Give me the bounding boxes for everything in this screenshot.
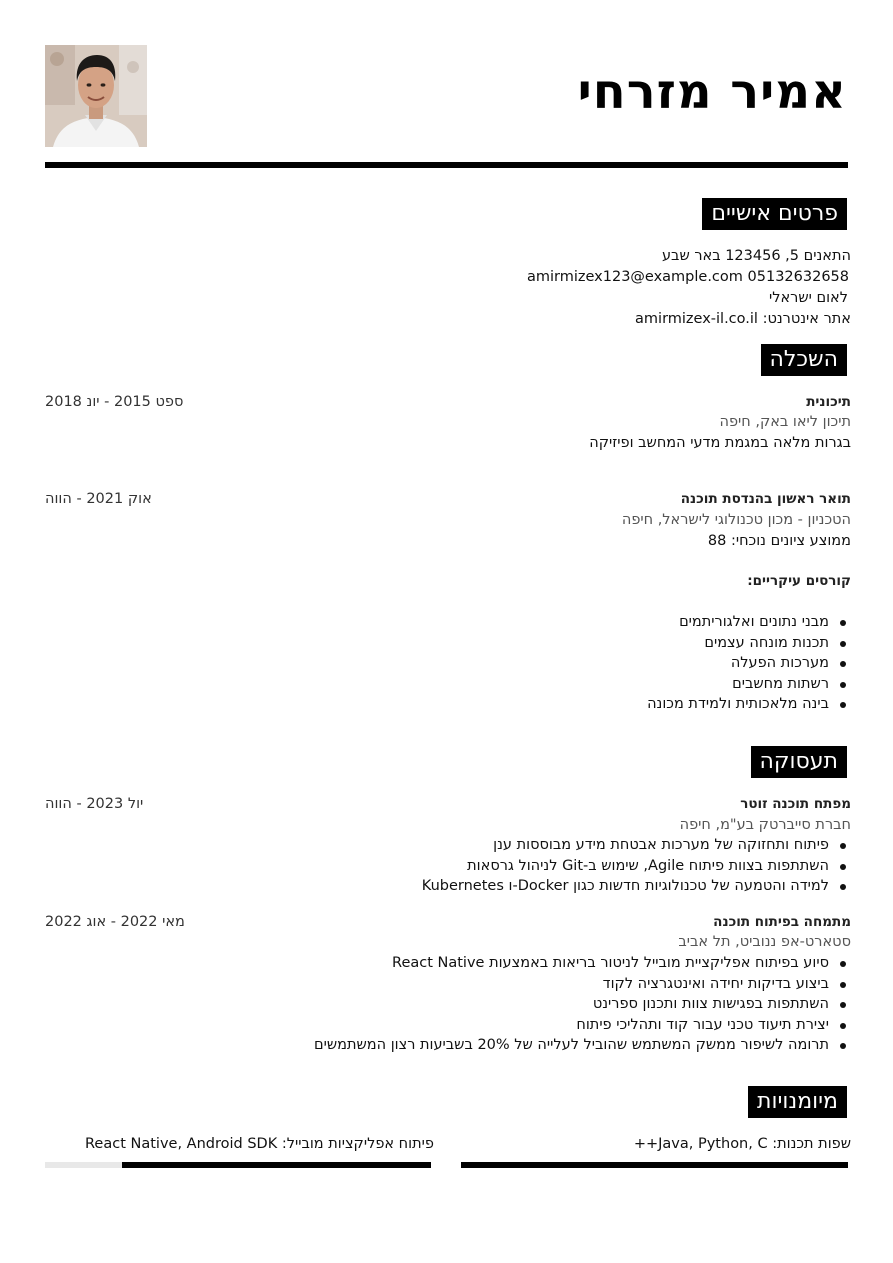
job-date: מאי 2022 - אוג 2022 — [45, 914, 185, 930]
skill-level-fill — [461, 1162, 848, 1168]
education-place: הטכניון - מכון טכנולוגי לישראל, חיפה — [621, 512, 851, 528]
courses-heading: קורסים עיקריים: — [747, 573, 851, 589]
job-company: חברת סייברטק בע"מ, חיפה — [679, 817, 851, 833]
section-heading-personal: פרטים אישיים — [702, 198, 847, 230]
skill-label: שפות תכנות: Java, Python, C++ — [633, 1136, 851, 1152]
skill-level-fill — [122, 1162, 431, 1168]
education-detail: בגרות מלאה במגמת מדעי המחשב ופיזיקה — [589, 435, 851, 451]
job-title: מפתח תוכנה זוטר — [740, 796, 851, 812]
job-date: יול 2023 - הווה — [45, 796, 144, 812]
skill-level-bar — [461, 1162, 848, 1168]
job-bullets — [422, 835, 851, 897]
list-item: השתתפות בפגישות צוות ותכנון ספרינט — [314, 994, 829, 1015]
education-detail: ממוצע ציונים נוכחי: 88 — [707, 533, 851, 549]
education-place: תיכון ליאו באק, חיפה — [719, 414, 851, 430]
list-item: השתתפות בצוות פיתוח Agile, שימוש ב-Git לניהול גרסאות — [422, 856, 829, 877]
profile-photo-image — [45, 45, 147, 147]
website-link[interactable]: amirmizex-il.co.il — [635, 311, 758, 327]
job-title: מתמחה בפיתוח תוכנה — [713, 914, 851, 930]
list-item: מערכות הפעלה — [647, 653, 829, 674]
candidate-name: אמיר מזרחי — [577, 64, 847, 120]
list-item: תרומה לשיפור ממשק המשתמש שהוביל לעלייה של 20% בשביעות רצון המשתמשים — [314, 1035, 829, 1056]
list-item: תכנות מונחה עצמים — [647, 633, 829, 654]
education-title: תואר ראשון בהנדסת תוכנה — [680, 491, 851, 507]
skill-level-bar — [45, 1162, 431, 1168]
education-date: אוק 2021 - הווה — [45, 491, 152, 507]
website-line — [635, 309, 851, 329]
list-item: פיתוח ותחזוקה של מערכות אבטחת מידע מבוססות ענן — [422, 835, 829, 856]
contact-line: amirmizex123@example.com 05132632658 — [526, 269, 849, 285]
education-date: ספט 2015 - יונ 2018 — [45, 394, 184, 410]
courses-list — [647, 612, 851, 715]
section-heading-education: השכלה — [761, 344, 847, 376]
website-label: אתר אינטרנט: — [762, 311, 851, 327]
list-item: רשתות מחשבים — [647, 674, 829, 695]
education-title: תיכונית — [806, 394, 851, 410]
list-item: מבני נתונים ואלגוריתמים — [647, 612, 829, 633]
list-item: בינה מלאכותית ולמידת מכונה — [647, 694, 829, 715]
nationality: לאום ישראלי — [769, 290, 848, 306]
section-heading-employment: תעסוקה — [751, 746, 847, 778]
profile-photo — [45, 45, 147, 147]
job-bullets — [314, 953, 851, 1056]
list-item: יצירת תיעוד טכני עבור קוד ותהליכי פיתוח — [314, 1015, 829, 1036]
list-item: למידה והטמעה של טכנולוגיות חדשות כגון Docker-ו Kubernetes — [422, 876, 829, 897]
section-heading-skills: מיומנויות — [748, 1086, 847, 1118]
list-item: ביצוע בדיקות יחידה ואינטגרציה לקוד — [314, 974, 829, 995]
address: התאנים 5, 123456 באר שבע — [661, 248, 851, 264]
list-item: סיוע בפיתוח אפליקציית מובייל לניטור בריאות באמצעות React Native — [314, 953, 829, 974]
header-divider — [45, 162, 848, 168]
job-company: סטארט-אפ ננוביט, תל אביב — [678, 934, 851, 950]
skill-label: פיתוח אפליקציות מובייל: React Native, Android SDK — [85, 1136, 434, 1152]
